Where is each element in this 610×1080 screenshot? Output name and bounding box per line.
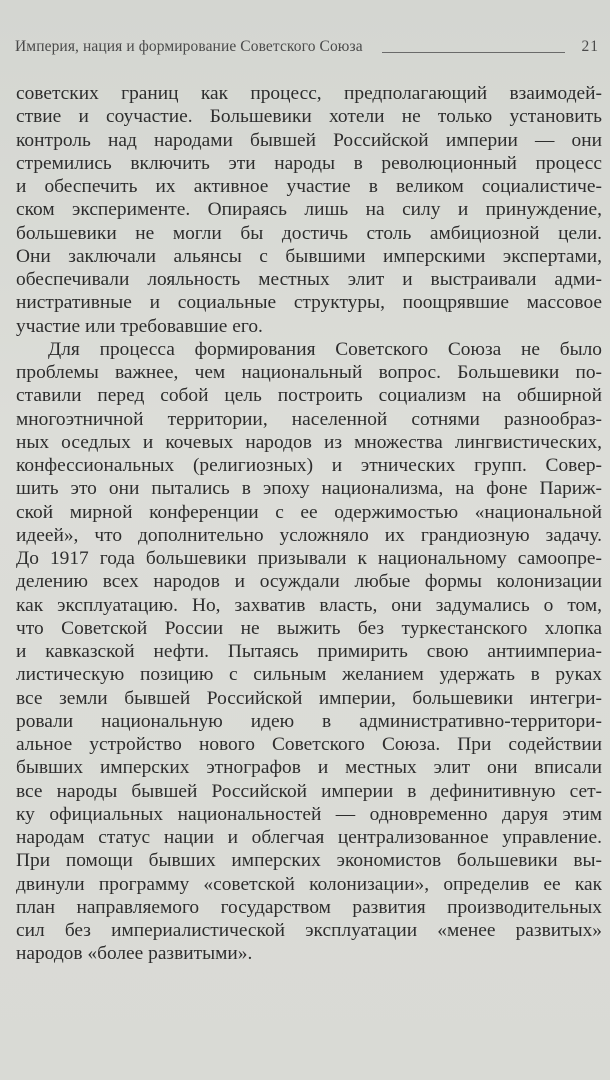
text-line: делению всех народов и осуждали любые формы колонизации xyxy=(16,571,602,593)
text-line: все земли бывшей Российской империи, большевики интегри- xyxy=(16,687,602,709)
text-line: нистративные и социальные структуры, поощрявшие массовое xyxy=(16,292,602,314)
text-line: ской мирной конференции с ее одержимостью «национальной xyxy=(16,501,602,523)
text-line: план направляемого государством развития производительных xyxy=(16,896,602,918)
text-line: конфессиональных (религиозных) и этнических групп. Совер- xyxy=(16,455,602,476)
body-text xyxy=(16,82,602,966)
text-line: народов «более развитыми». xyxy=(16,943,253,965)
text-line: большевики не могли бы достичь столь амбициозной цели. xyxy=(16,222,602,244)
text-line: проблемы важнее, чем национальный вопрос. Большевики по- xyxy=(16,362,602,383)
text-line: ставили перед собой цель построить социализм на обширной xyxy=(16,385,602,407)
header-rule xyxy=(382,52,565,53)
text-line: До 1917 года большевики призывали к национальному самоопре- xyxy=(16,548,602,569)
page-number: 21 xyxy=(581,38,599,55)
text-line: сил без империалистической эксплуатации «менее развитых» xyxy=(16,920,602,941)
text-line: многоэтничной территории, населенной сотнями разнообраз- xyxy=(16,408,602,430)
running-header xyxy=(15,38,599,58)
text-line: обеспечивали лояльность местных элит и выстраивали адми- xyxy=(16,269,602,290)
text-line: ствие и соучастие. Большевики хотели не только установить xyxy=(16,106,602,128)
text-line: как эксплуатацию. Но, захватив власть, они задумались о том, xyxy=(16,594,602,616)
text-line: Для процесса формирования Советского Союза не было xyxy=(48,338,602,360)
text-line: участие или требовавшие его. xyxy=(16,315,263,337)
text-line: альное устройство нового Советского Союза. При содействии xyxy=(16,734,602,755)
text-line: что Советской России не выжить без туркестанского хлопка xyxy=(16,617,602,639)
text-line: бывших имперских этнографов и местных элит они вписали xyxy=(16,757,602,779)
text-line: советских границ как процесс, предполагающий взаимодей- xyxy=(16,83,602,104)
text-line: идеей», что дополнительно усложняло их грандиозную задачу. xyxy=(16,524,602,546)
text-line: народам статус нации и облегчая централизованное управление. xyxy=(16,827,602,848)
text-line: ском эксперименте. Опираясь лишь на силу и принуждение, xyxy=(16,199,602,221)
text-line: и кавказской нефти. Пытаясь примирить свою антиимпериа- xyxy=(16,641,602,662)
text-line: При помощи бывших имперских экономистов большевики вы- xyxy=(16,850,602,872)
text-line: ных оседлых и кочевых народов из множества лингвистических, xyxy=(16,431,602,453)
text-line: Они заключали альянсы с бывшими имперскими экспертами, xyxy=(16,245,602,267)
text-line: стремились включить эти народы в революционный процесс xyxy=(16,152,602,174)
running-header-title: Империя, нация и формирование Советского Союза xyxy=(15,38,363,55)
text-line: шить это они пытались в эпоху национализма, на фоне Париж- xyxy=(16,478,602,500)
text-line: контроль над народами бывшей Российской империи — они xyxy=(16,129,602,151)
text-line: все народы бывшей Российской империи в дефинитивную сет- xyxy=(16,780,602,802)
text-line: двинули программу «советской колонизации», определив ее как xyxy=(16,873,602,895)
text-line: ку официальных национальностей — одновременно даруя этим xyxy=(16,803,602,825)
text-line: и обеспечить их активное участие в великом социалистиче- xyxy=(16,176,602,197)
text-line: листическую позицию с сильным желанием удержать в руках xyxy=(16,664,602,686)
text-line: ровали национальную идею в административно-территори- xyxy=(16,710,602,732)
